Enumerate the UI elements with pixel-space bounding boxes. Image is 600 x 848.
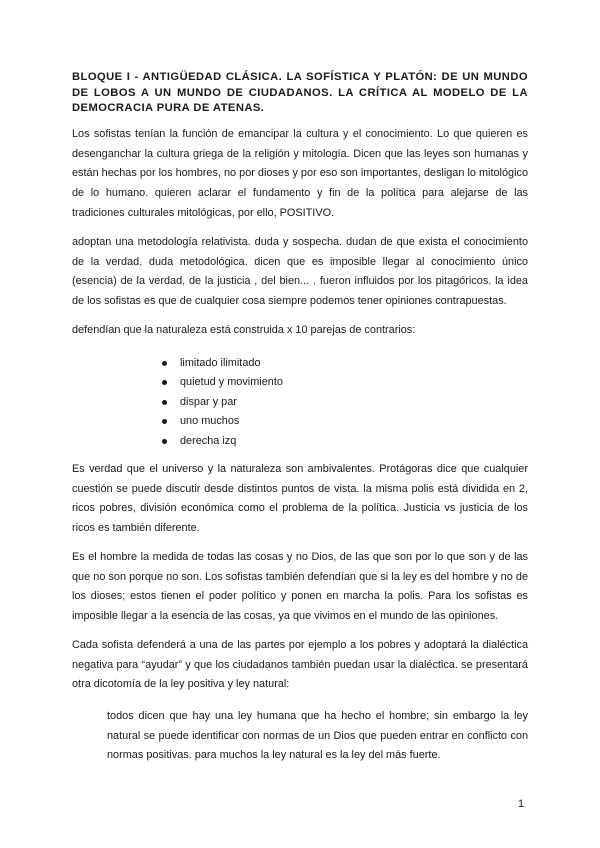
list-item [160,393,283,412]
paragraph-sofistas-funcion: Los sofistas tenían la función de emancipar la cultura y el conocimiento. Lo que quieren es desenganchar la cultura griega de la religión y mitología. Dicen que las leyes son humanas y están hechas por los hombres, no por dioses y por eso son importantes, desligan lo mitológico de lo humano. quieren aclarar el fundamento y fin de la política para alejarse de las tradiciones culturales mitológicas, por ello, POSITIVO. [72,128,528,219]
paragraph-dialectica: Cada sofista defenderá a una de las partes por ejemplo a los pobres y adoptará la dialéctica negativa para “ayudar” y que los ciudadanos también puedan usar la dialéctica. se presentará otra dicotomía de la ley positiva y ley natural: [72,639,528,691]
list-item-text: uno muchos [180,415,240,428]
list-item [160,373,283,392]
paragraph-parejas-contrarios: defendían que la naturaleza está construida x 10 parejas de contrarios: [72,324,416,336]
paragraph-metodologia-relativista: adoptan una metodología relativista. duda y sospecha. dudan de que exista el conocimiento de la verdad. duda metodológica. dicen que es imposible llegar al conocimiento único (esencia) de la verdad, de la justicia , del bien... . fueron influidos por los pitagóricos. la idea de los sofistas es que de cualquier cosa siempre podemos tener opiniones contrapuestas. [72,236,528,308]
document-title: BLOQUE I - ANTIGÜEDAD CLÁSICA. LA SOFÍSTICA Y PLATÓN: DE UN MUNDO DE LOBOS A UN MUNDO DE CIUDADANOS. LA CRÍTICA AL MODELO DE LA DEMOCRACIA PURA DE ATENAS. [72,71,528,114]
contrarios-list [160,354,283,451]
list-item-text: limitado ilimitado [180,357,261,369]
bullet-icon [162,380,167,385]
indented-quote: todos dicen que hay una ley humana que ha hecho el hombre; sin embargo la ley natural se puede identificar con normas de un Dios que pueden entrar en conflicto con normas positivas. para muchos la ley natural es la ley del más fuerte. [107,710,528,762]
page-number: 1 [518,798,525,810]
list-item [160,412,283,431]
list-item-text: dispar y par [180,395,237,408]
list-item [160,432,283,451]
list-item-text: derecha izq [180,434,237,447]
bullet-icon [162,419,167,424]
list-item [160,354,283,373]
bullet-icon [162,439,167,444]
bullet-icon [162,400,167,405]
paragraph-protagoras: Es verdad que el universo y la naturaleza son ambivalentes. Protágoras dice que cualquier cuestión se puede discutir desde distintos puntos de vista. la misma polis está dividida en 2, ricos pobres, división económica como el problema de la política. Justicia vs justicia de los ricos es también diferente. [72,463,528,535]
bullet-icon [162,361,167,366]
list-item-text: quietud y movimiento [180,376,283,389]
paragraph-medida-de-las-cosas: Es el hombre la medida de todas las cosas y no Dios, de las que son por lo que son y de las que no son porque no son. Los sofistas también defendían que si la ley es del hombre y no de los dioses; estos tienen el poder político y ponen en marcha la polis. Para los sofistas es imposible llegar a la esencia de las cosas, ya que vivimos en el mundo de las opiniones. [72,551,528,623]
